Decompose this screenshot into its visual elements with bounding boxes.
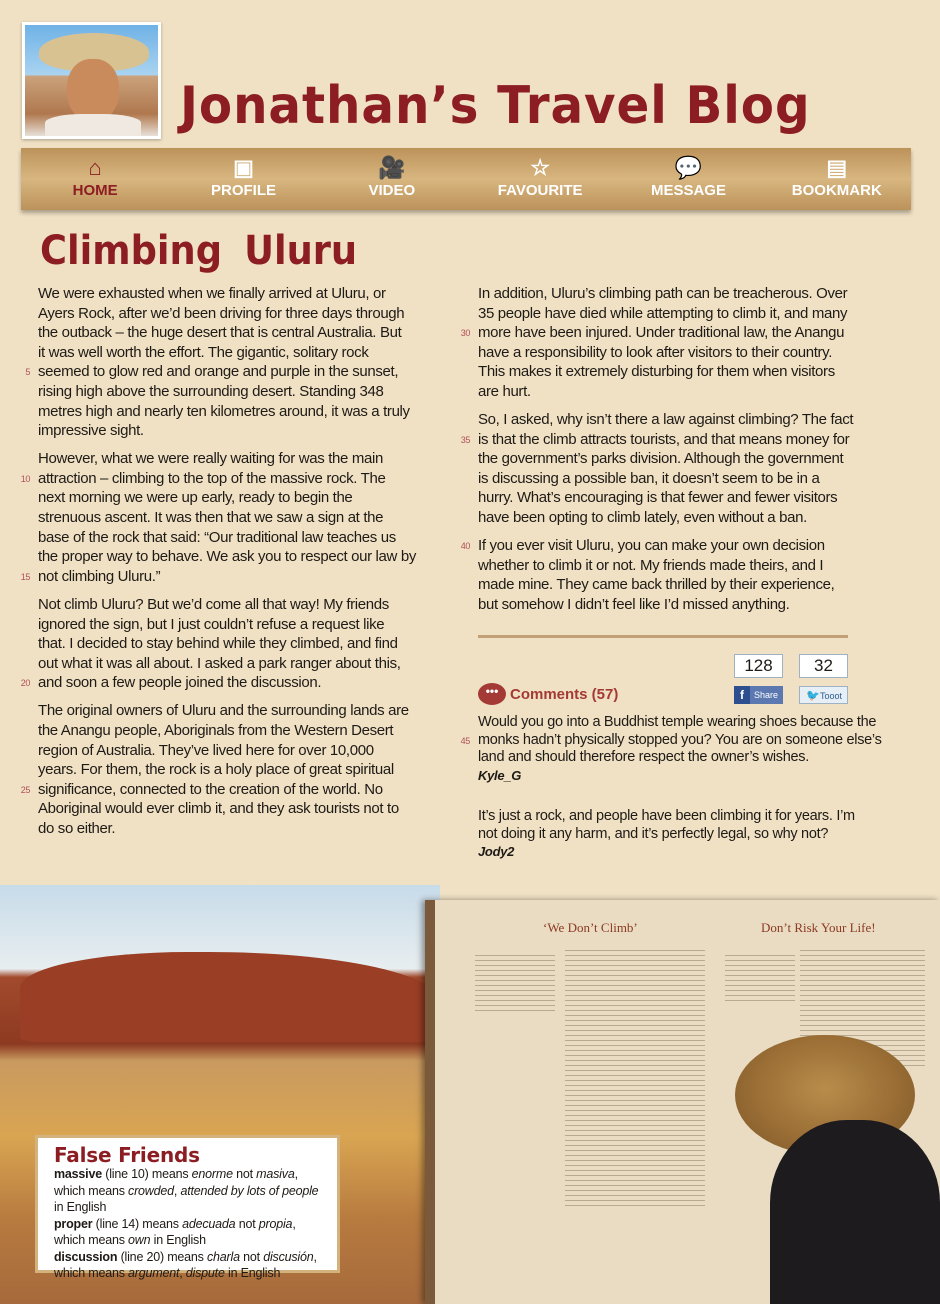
translation: masiva bbox=[256, 1167, 295, 1181]
translation: own bbox=[128, 1233, 151, 1247]
line-number: 20 bbox=[20, 678, 30, 689]
translation: attended by lots of people bbox=[180, 1183, 319, 1198]
nav-label: VIDEO bbox=[368, 182, 416, 199]
text-line: are hurt. bbox=[478, 382, 531, 400]
nav-label: HOME bbox=[72, 182, 118, 199]
text-line: have a responsibility to look after visitors to their country. bbox=[478, 343, 833, 361]
paragraph bbox=[25, 284, 418, 441]
notebook-icon: ▤ bbox=[826, 155, 848, 180]
text-line: ignored the sign, but I just couldn’t refuse a request like bbox=[38, 615, 385, 633]
comments-icon: ••• bbox=[478, 683, 506, 705]
text-line: 25 significance, connected to the creation of the world. No bbox=[38, 780, 418, 800]
text-line: Not climb Uluru? But we’d come all that way! My friends bbox=[38, 595, 389, 613]
term: massive bbox=[54, 1167, 102, 1181]
text-line: years. For them, the rock is a holy place of great spiritual bbox=[38, 761, 394, 779]
translation: enorme bbox=[191, 1167, 233, 1181]
star-icon: ☆ bbox=[530, 155, 551, 180]
text-line: is discussing a possible ban, it doesn’t seem to be in a bbox=[478, 469, 820, 487]
text-line: Ayers Rock, after we’d been driving for three days through bbox=[38, 304, 405, 322]
text-line: metres high and nearly ten kilometres around, it was a truly bbox=[38, 402, 410, 420]
text-line: but somehow I didn’t feel like I’d missed anything. bbox=[478, 595, 790, 613]
nav-item-bookmark[interactable] bbox=[763, 148, 911, 210]
translation: adecuada bbox=[182, 1216, 236, 1231]
line-number: 30 bbox=[460, 328, 470, 339]
paragraph bbox=[20, 595, 418, 693]
text-line: So, I asked, why isn’t there a law against climbing? The fact bbox=[478, 411, 854, 429]
text-line: However, what we were really waiting for was the main bbox=[38, 450, 383, 468]
nav-item-favourite[interactable] bbox=[466, 148, 614, 210]
text-line: not doing it any harm, and it’s perfectly legal, so why not? bbox=[478, 825, 829, 842]
avatar bbox=[22, 22, 161, 139]
share-count: 128 bbox=[734, 654, 783, 678]
false-friend-entry: massive (line 10) means enorme not masiva, which means crowded, attended by lots of people in English bbox=[54, 1167, 319, 1214]
translation: dispute bbox=[185, 1266, 225, 1280]
nav-item-home[interactable] bbox=[21, 148, 169, 210]
text-line: It’s just a rock, and people have been climbing it for years. I’m bbox=[478, 808, 855, 824]
text-line: whether to climb it or not. My friends made theirs, and I bbox=[478, 556, 824, 574]
nav-item-profile[interactable] bbox=[169, 148, 317, 210]
text-line: 40 If you ever visit Uluru, you can make your own decision bbox=[478, 536, 858, 556]
paragraph bbox=[460, 284, 858, 402]
paragraph bbox=[460, 410, 858, 528]
text-line: 10 attraction – climbing to the top of the massive rock. The bbox=[38, 469, 418, 489]
false-friend-entry: proper (line 14) means adecuada not propia, which means own in English bbox=[54, 1216, 296, 1247]
speech-bubble-icon: 💬 bbox=[674, 155, 703, 180]
paragraph bbox=[20, 449, 418, 586]
text-line: 35 people have died while attempting to climb it, and many bbox=[478, 304, 848, 322]
line-number: 10 bbox=[20, 473, 30, 484]
false-friends-box bbox=[35, 1135, 340, 1280]
text-line: the government’s parks division. Although the government bbox=[478, 450, 844, 468]
text-line: region of Australia. They’ve lived here for over 10,000 bbox=[38, 741, 374, 759]
sign-heading-right: Don’t Risk Your Life! bbox=[761, 920, 876, 935]
nav-label: BOOKMARK bbox=[791, 182, 882, 199]
text-line: have been opting to climb lately, even without a ban. bbox=[478, 509, 807, 527]
line-number: 25 bbox=[20, 784, 30, 795]
comments-link[interactable] bbox=[478, 683, 618, 705]
person bbox=[770, 1120, 940, 1304]
false-friends-title: False Friends bbox=[54, 1143, 200, 1167]
text-line: the outback – the huge desert that is central Australia. But bbox=[38, 324, 402, 342]
nav-label: PROFILE bbox=[210, 182, 276, 199]
term: discussion bbox=[54, 1249, 118, 1264]
text-line: made mine. They came back thrilled by their experience, bbox=[478, 576, 835, 594]
text-line: This makes it extremely disturbing for them when visitors bbox=[478, 363, 835, 381]
tweet-count: 32 bbox=[799, 654, 848, 678]
line-number: 45 bbox=[460, 735, 470, 746]
text-line: land and should therefore respect the owner’s wishes. bbox=[478, 749, 809, 765]
comments-label: Comments (57) bbox=[510, 685, 619, 703]
text-line: it was well worth the effort. The gigantic, solitary rock bbox=[38, 343, 369, 361]
nav-label: MESSAGE bbox=[650, 182, 726, 199]
translation: propia bbox=[258, 1216, 293, 1231]
article-right-column bbox=[460, 284, 858, 623]
comment-author: Kyle_G bbox=[478, 767, 522, 783]
text-line: The original owners of Uluru and the surrounding lands are bbox=[38, 702, 409, 720]
text-line: Would you go into a Buddhist temple wearing shoes because the bbox=[478, 714, 877, 730]
comment-author: Jody2 bbox=[478, 844, 515, 859]
text-line: the proper way to behave. We ask you to respect our law by bbox=[38, 548, 416, 566]
text-line: strenuous ascent. It was then that we saw a sign at the bbox=[38, 509, 384, 527]
share-label: Share bbox=[753, 690, 778, 700]
comment bbox=[478, 808, 858, 861]
translation: discusión bbox=[263, 1249, 314, 1264]
divider bbox=[478, 635, 848, 638]
main-nav bbox=[21, 148, 911, 210]
false-friend-entry: discussion (line 20) means charla not discusión, which means argument, dispute in English bbox=[54, 1249, 317, 1280]
facebook-icon: f bbox=[734, 686, 750, 704]
bird-icon: 🐦 bbox=[806, 690, 820, 702]
text-line: that. I decided to stay behind while they climbed, and find bbox=[38, 635, 398, 653]
video-camera-icon: 🎥 bbox=[378, 155, 406, 180]
text-line: base of the rock that said: “Our traditional law teaches us bbox=[38, 528, 396, 546]
text-line: do so either. bbox=[38, 819, 116, 837]
paragraph bbox=[20, 701, 418, 838]
article-title: Climbing Uluru bbox=[40, 228, 358, 274]
text-line: We were exhausted when we finally arrived at Uluru, or bbox=[38, 285, 386, 302]
translation: crowded bbox=[128, 1183, 174, 1198]
line-number: 5 bbox=[25, 367, 30, 378]
sign-heading-left: ‘We Don’t Climb’ bbox=[543, 920, 638, 935]
nav-label: FAVOURITE bbox=[497, 182, 583, 199]
article-left-column bbox=[20, 284, 418, 847]
text-line: hurry. What’s encouraging is that fewer and fewer visitors bbox=[478, 489, 838, 507]
text-line: 5 seemed to glow red and orange and purple in the sunset, bbox=[38, 362, 418, 382]
tweet-button[interactable] bbox=[799, 686, 848, 704]
nav-item-message[interactable] bbox=[614, 148, 762, 210]
text-line: Aboriginal would ever climb it, and they ask tourists not to bbox=[38, 800, 399, 818]
text-line: 35 is that the climb attracts tourists, and that means money for bbox=[478, 430, 858, 450]
line-number: 40 bbox=[460, 541, 470, 552]
text-line: next morning we were up early, ready to begin the bbox=[38, 489, 353, 507]
text-line: In addition, Uluru’s climbing path can be treacherous. Over bbox=[478, 285, 848, 302]
translation: argument bbox=[128, 1266, 180, 1280]
paragraph bbox=[460, 536, 858, 614]
tweet-label: Tooot bbox=[819, 691, 842, 701]
text-line: 30 more have been injured. Under traditional law, the Anangu bbox=[478, 323, 858, 343]
text-line: rising high above the surrounding desert. Standing 348 bbox=[38, 382, 384, 400]
profile-icon: ▣ bbox=[233, 155, 254, 180]
comment bbox=[460, 714, 882, 784]
term: proper bbox=[54, 1216, 93, 1231]
text-line: 20 and soon a few people joined the discussion. bbox=[38, 673, 418, 693]
nav-item-video[interactable] bbox=[318, 148, 466, 210]
line-number: 15 bbox=[20, 571, 30, 582]
text-line: impressive sight. bbox=[38, 422, 144, 440]
line-number: 35 bbox=[460, 434, 470, 445]
text-line: the Anangu people, Aboriginals from the Western Desert bbox=[38, 721, 394, 739]
home-icon: ⌂ bbox=[88, 155, 102, 180]
blog-title: Jonathan’s Travel Blog bbox=[180, 76, 811, 136]
translation: charla bbox=[207, 1249, 240, 1264]
text-line: out what it was all about. I asked a park ranger about this, bbox=[38, 654, 401, 672]
text-line: 15 not climbing Uluru.” bbox=[38, 567, 418, 587]
text-line: 45 monks hadn’t physically stopped you? You are on someone else’s bbox=[478, 732, 858, 750]
facebook-share-button[interactable] bbox=[734, 686, 783, 704]
